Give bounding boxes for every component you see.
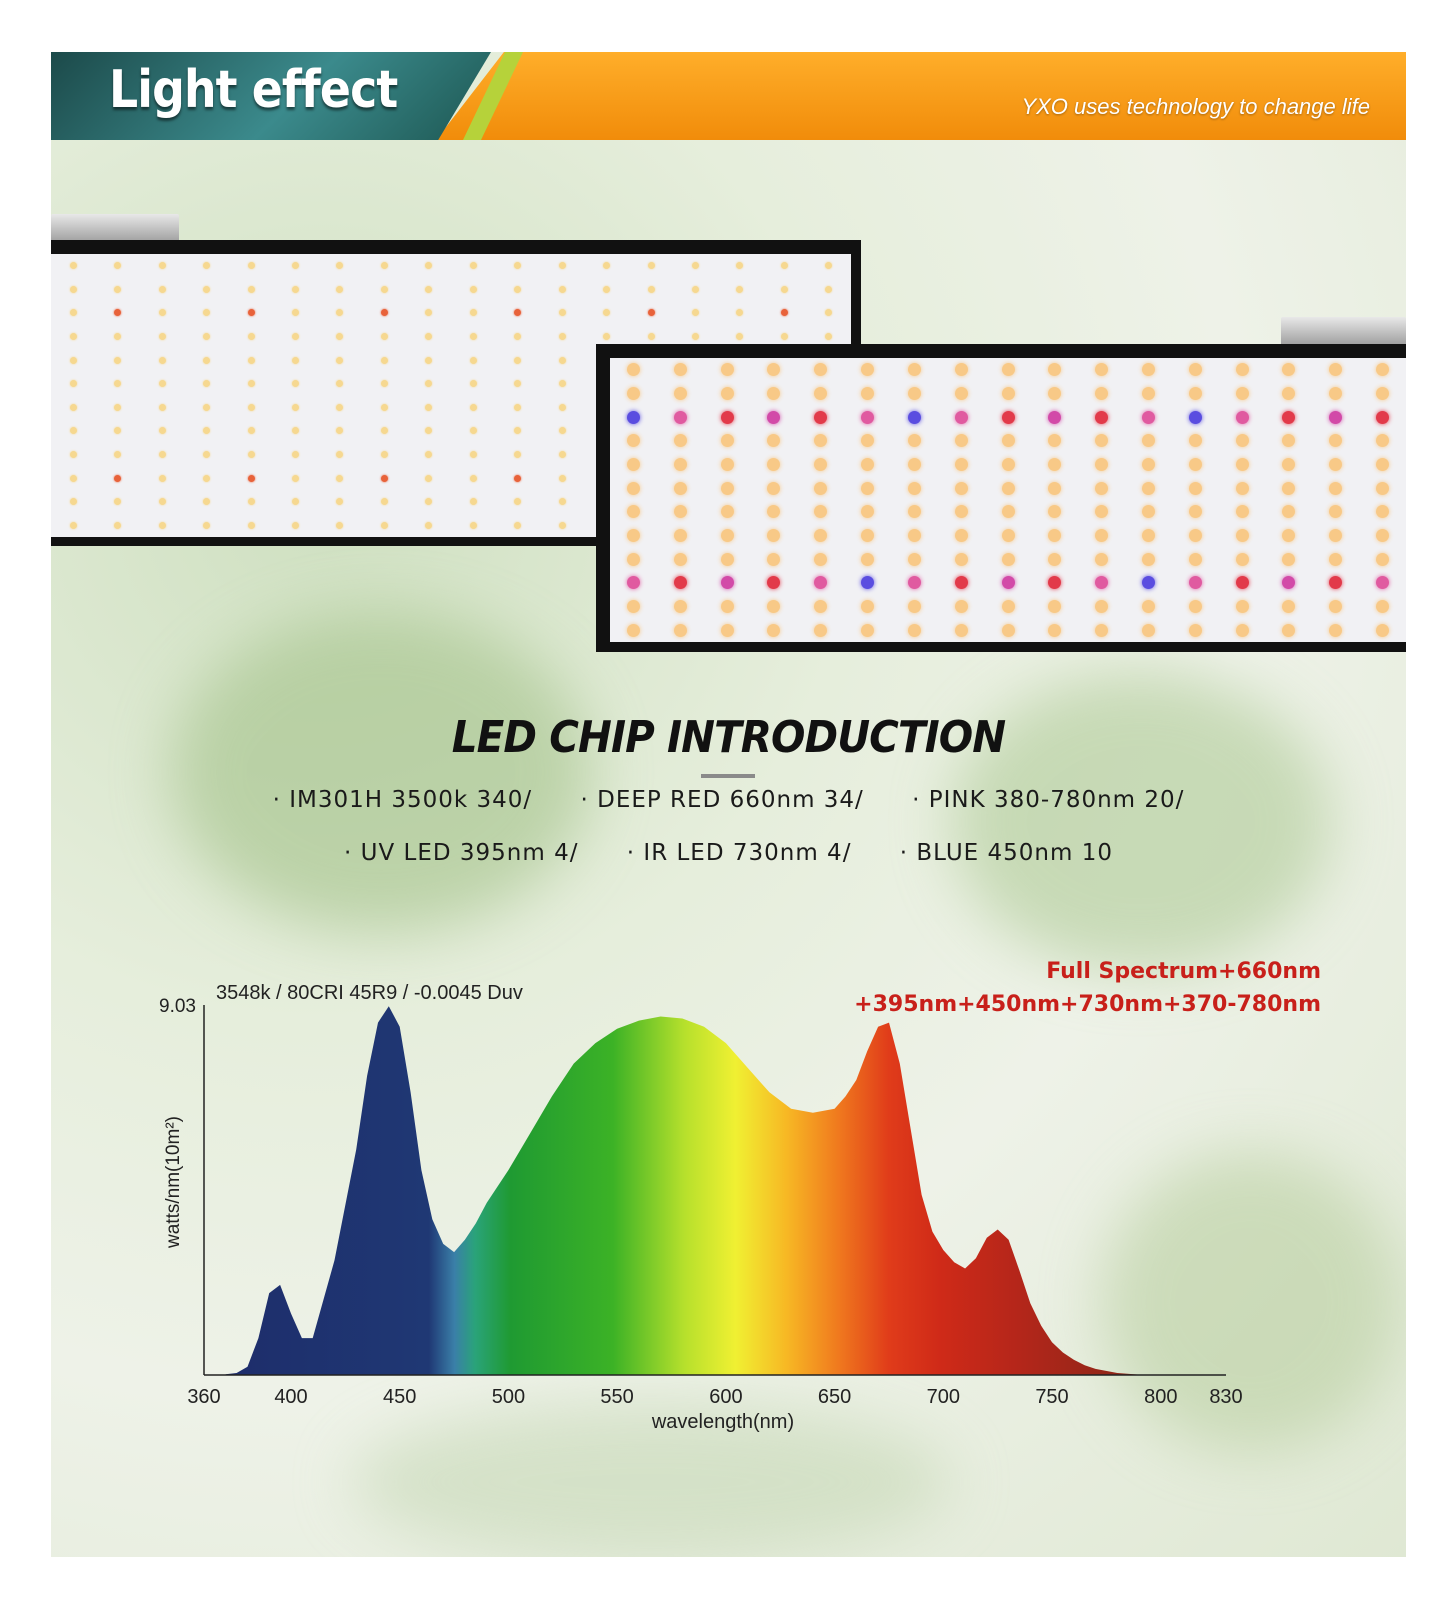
x-tick-label: 800	[1144, 1386, 1178, 1408]
chip-spec-item: · BLUE 450nm 10	[899, 840, 1113, 866]
chip-spec-item: · IM301H 3500k 340/	[272, 787, 533, 813]
spectrum-annotation-line-1: Full Spectrum+660nm	[1046, 959, 1321, 984]
chip-spec-item: · DEEP RED 660nm 34/	[580, 787, 864, 813]
spectrum-area	[226, 1006, 1161, 1375]
chip-spec-item: · UV LED 395nm 4/	[344, 840, 579, 866]
chip-spec-item: · PINK 380-780nm 20/	[912, 787, 1185, 813]
x-tick-label: 830	[1209, 1386, 1243, 1408]
x-tick-label: 600	[709, 1386, 743, 1408]
x-tick-label: 700	[926, 1386, 960, 1408]
header-tagline: YXO uses technology to change life	[1021, 94, 1370, 119]
section-title: LED CHIP INTRODUCTION	[451, 712, 1006, 763]
y-tick-label: 9.03	[159, 996, 196, 1017]
x-axis-label: wavelength(nm)	[651, 1411, 795, 1433]
x-tick-label: 400	[274, 1386, 308, 1408]
x-tick-label: 650	[817, 1386, 852, 1408]
chip-spec-item: · IR LED 730nm 4/	[626, 840, 852, 866]
chart-subtitle: 3548k / 80CRI 45R9 / -0.0045 Duv	[216, 982, 523, 1004]
header-title: Light effect	[109, 60, 398, 120]
x-tick-label: 500	[491, 1386, 526, 1408]
x-tick-label: 550	[600, 1386, 634, 1408]
y-axis-label: watts/nm(10m²)	[163, 1116, 184, 1248]
product-page	[51, 52, 1406, 1557]
spectrum-annotation-line-2: +395nm+450nm+730nm+370-780nm	[854, 992, 1321, 1017]
x-tick-label: 360	[187, 1386, 221, 1408]
spectrum-chart	[51, 52, 1406, 1557]
x-tick-label: 750	[1035, 1386, 1069, 1408]
x-tick-label: 450	[383, 1386, 417, 1408]
